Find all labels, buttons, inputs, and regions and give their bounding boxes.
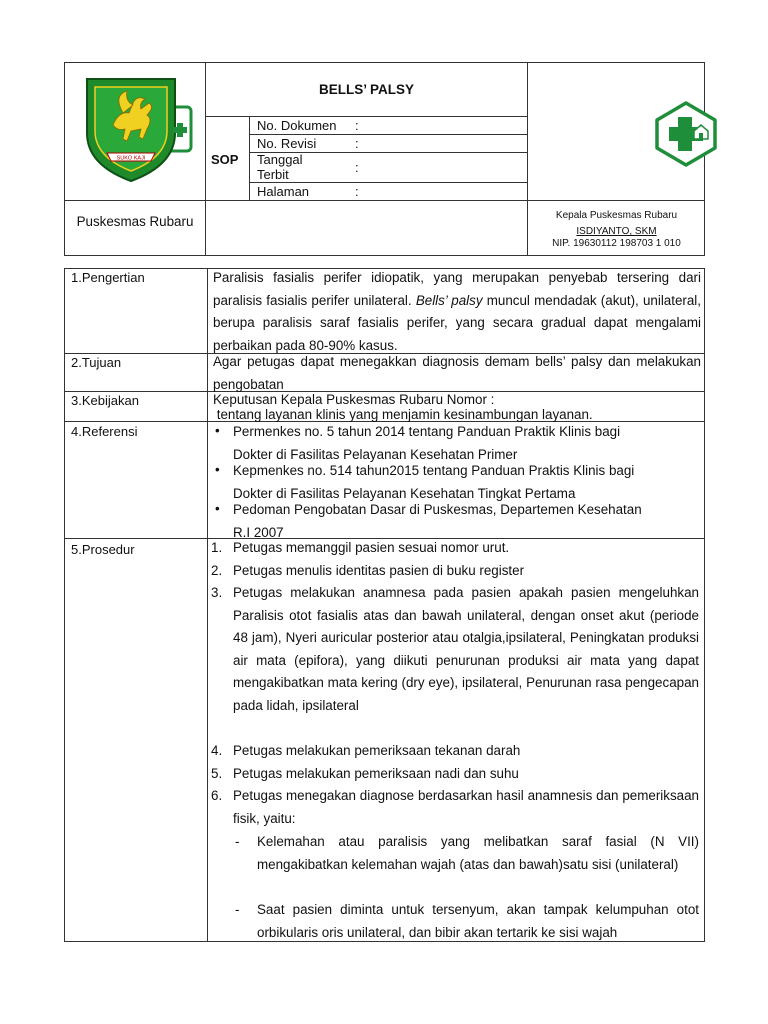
bullet: •: [215, 462, 220, 477]
divider: [65, 200, 705, 201]
referensi-item: Dokter di Fasilitas Pelayanan Kesehatan Tingkat Pertama: [233, 486, 576, 501]
step-text: Petugas menegakan diagnose berdasarkan hasil anamnesis dan pemeriksaan fisik, yaitu:: [233, 788, 699, 826]
step-number: 5.: [211, 766, 223, 781]
bullet: •: [215, 423, 220, 438]
divider: [249, 116, 250, 200]
step-text: Petugas melakukan pemeriksaan tekanan darah: [233, 743, 521, 758]
sub-item-mark: -: [235, 834, 240, 849]
row-label-prosedur: 5.Prosedur: [71, 542, 135, 557]
kepala-title: Kepala Puskesmas Rubaru: [555, 210, 678, 221]
step-text: Petugas memanggil pasien sesuai nomor urut.: [233, 540, 510, 555]
step-text: Petugas melakukan pemeriksaan nadi dan suhu: [233, 766, 519, 781]
doc-row-label: No. Dokumen: [257, 118, 337, 133]
sub-item-text: Saat pasien diminta untuk tersenyum, akan tampak kelumpuhan otot orbikularis oris unilateral, dan bibir akan tertarik ke sisi wajah: [257, 902, 699, 940]
tujuan-text: Agar petugas dapat menegakkan diagnosis demam bells’ palsy dan melakukan pengobatan: [213, 354, 701, 392]
kebijakan-line1: Keputusan Kepala Puskesmas Rubaru Nomor :: [213, 392, 495, 407]
referensi-item: Permenkes no. 5 tahun 2014 tentang Panduan Praktik Klinis bagi: [233, 424, 621, 439]
puskesmas-name: Puskesmas Rubaru: [76, 214, 194, 229]
row-label-referensi: 4.Referensi: [71, 424, 138, 439]
doc-row-label: Tanggal Terbit: [257, 152, 303, 182]
puskesmas-logo: [83, 73, 193, 191]
doc-row-label: Halaman: [257, 184, 310, 199]
step-number: 6.: [211, 788, 223, 803]
kebijakan-line2: tentang layanan klinis yang menjamin kesinambungan layanan.: [213, 407, 593, 422]
step-text: Petugas melakukan anamnesa pada pasien apakah pasien mengeluhkan Paralisis otot fasialis atas dan bawah unilateral, dengan onset akut (periode 48 jam), Nyeri auricular posterior atau otalgia,ipsilateral, Peningkatan produksi air mata (epifora), yang diikuti penurunan produksi air mata yang dapat mengakibatkan mata kering (dry eye), ipsilateral, Penurunan rasa pengecapan pada lidah, ipsilateral: [233, 585, 699, 713]
kepala-name: ISDIYANTO, SKM: [576, 226, 657, 237]
step-number: 3.: [211, 585, 223, 600]
sub-item-mark: -: [235, 902, 240, 917]
row-label-pengertian: 1.Pengertian: [71, 270, 145, 285]
kepala-nip: NIP. 19630112 198703 1 010: [552, 238, 681, 249]
sop-label: SOP: [211, 152, 239, 167]
divider: [205, 116, 527, 117]
doc-row-value: :: [355, 136, 359, 151]
step-number: 4.: [211, 743, 223, 758]
pengertian-text: Paralisis fasialis perifer idiopatik, yang merupakan penyebab tersering dari paralisis fasialis perifer unilateral. Bells’ palsy muncul mendadak (akut), unilateral, berupa paralisis saraf fasialis perifer, yang secara gradual dapat mengalami perbaikan pada 80-90% kasus.: [213, 270, 702, 353]
document-title: BELLS’ PALSY: [318, 82, 414, 97]
referensi-item: Dokter di Fasilitas Pelayanan Kesehatan Primer: [233, 447, 518, 462]
puskesmas-cross-logo: [653, 101, 719, 167]
doc-row-value: :: [355, 184, 359, 199]
header-table: [64, 62, 705, 256]
divider: [207, 269, 208, 942]
divider: [249, 134, 527, 135]
referensi-item: Kepmenkes no. 514 tahun2015 tentang Panduan Praktis Klinis bagi: [233, 463, 635, 478]
doc-row-value: :: [355, 118, 359, 133]
bells-palsy-term: Bells’ palsy: [415, 292, 483, 308]
row-label-kebijakan: 3.Kebijakan: [71, 393, 139, 408]
step-text: Petugas menulis identitas pasien di buku register: [233, 563, 525, 578]
sub-item-text: Kelemahan atau paralisis yang melibatkan saraf fasial (N VII) mengakibatkan kelemahan wajah (atas dan bawah)satu sisi (unilateral): [257, 834, 699, 872]
doc-row-value: :: [355, 160, 359, 175]
logo-banner-text: SUKO KAJI: [116, 155, 146, 162]
content-table: [64, 268, 705, 942]
referensi-item: R.I 2007: [233, 525, 284, 540]
doc-row-label: No. Revisi: [257, 136, 317, 151]
divider: [249, 182, 527, 183]
bullet: •: [215, 501, 220, 516]
step-number: 1.: [211, 540, 223, 555]
step-number: 2.: [211, 563, 223, 578]
referensi-item: Pedoman Pengobatan Dasar di Puskesmas, Departemen Kesehatan: [233, 502, 642, 517]
row-label-tujuan: 2.Tujuan: [71, 355, 122, 370]
